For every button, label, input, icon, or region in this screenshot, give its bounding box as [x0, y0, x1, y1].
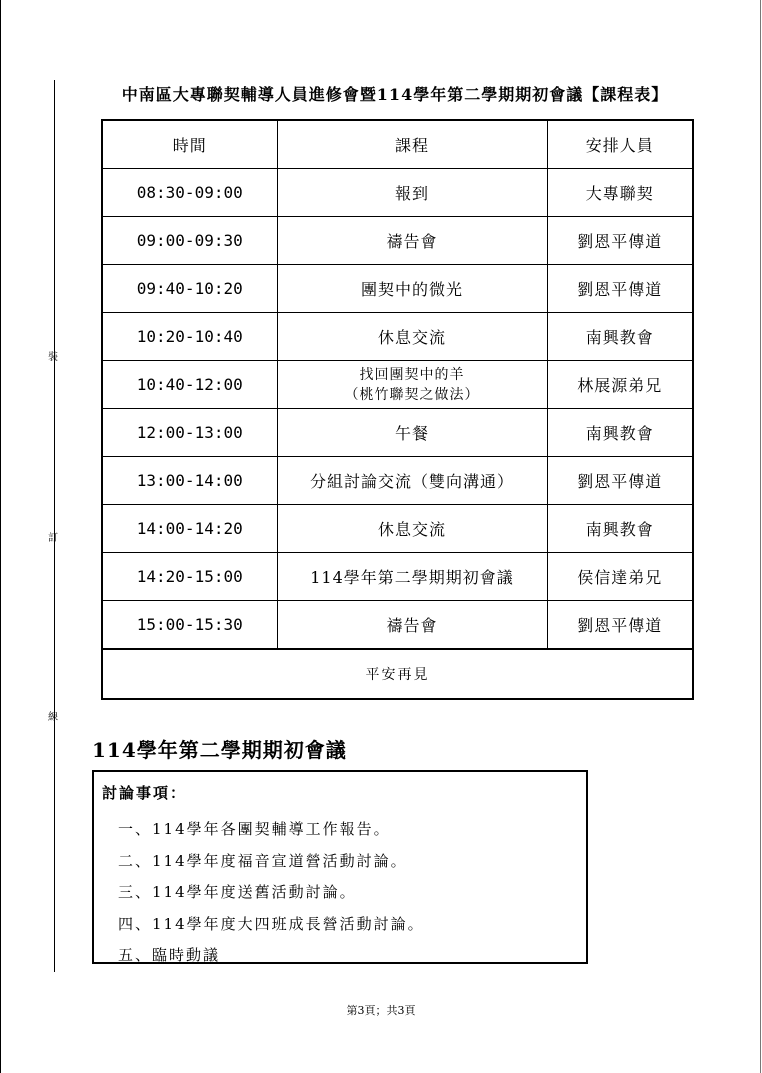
table-row: [102, 553, 693, 601]
cell-time: 09:40-10:20: [102, 265, 277, 313]
agenda-item: 三、114學年度送舊活動討論。: [118, 883, 357, 901]
table-row: [102, 457, 693, 505]
cell-time: 08:30-09:00: [102, 169, 277, 217]
cell-time: 14:20-15:00: [102, 553, 277, 601]
cell-course: 114學年第二學期期初會議: [277, 553, 547, 601]
cell-person: 侯信達弟兄: [547, 553, 693, 601]
cell-time: 14:00-14:20: [102, 505, 277, 553]
agenda-label: 討論事項：: [102, 784, 188, 802]
cell-course: [277, 361, 547, 409]
cell-course: 禱告會: [277, 601, 547, 650]
document-title: 中南區大專聯契輔導人員進修會暨114學年第二學期期初會議【課程表】: [121, 85, 669, 104]
page-footer: 第3頁；共3頁: [346, 1004, 416, 1017]
header-person: 安排人員: [547, 120, 693, 169]
table-header-row: [102, 120, 693, 169]
header-time: 時間: [102, 120, 277, 169]
header-course: 課程: [277, 120, 547, 169]
agenda-item: 四、114學年度大四班成長營活動討論。: [118, 914, 425, 933]
agenda-box: [92, 770, 588, 964]
cell-course: 團契中的微光: [277, 265, 547, 313]
binding-mark-ding: 訂: [48, 533, 58, 544]
table-row: [102, 217, 693, 265]
cell-person: 劉恩平傳道: [547, 457, 693, 505]
table-row: [102, 313, 693, 361]
cell-course-line2: （桃竹聯契之做法）: [344, 386, 480, 403]
meeting-section-title: 114學年第二學期期初會議: [92, 738, 347, 762]
cell-course: 午餐: [277, 409, 547, 457]
cell-person: 南興教會: [547, 409, 693, 457]
agenda-item: 五、臨時動議: [118, 946, 221, 964]
cell-person: 南興教會: [547, 313, 693, 361]
table-row: [102, 409, 693, 457]
cell-course: 分組討論交流（雙向溝通）: [277, 457, 547, 505]
cell-person: 大專聯契: [547, 169, 693, 217]
table-row: [102, 265, 693, 313]
table-row: [102, 505, 693, 553]
page-edge-right: [760, 0, 761, 1073]
cell-course: 禱告會: [277, 217, 547, 265]
cell-person: 劉恩平傳道: [547, 265, 693, 313]
cell-time: 10:40-12:00: [102, 361, 277, 409]
cell-person: 劉恩平傳道: [547, 601, 693, 650]
table-row: [102, 601, 693, 650]
binding-mark-zhuang: 裝: [48, 352, 58, 363]
cell-course: 報到: [277, 169, 547, 217]
cell-person: 林展源弟兄: [547, 361, 693, 409]
cell-course-line1: 找回團契中的羊: [359, 366, 465, 383]
cell-course: 休息交流: [277, 505, 547, 553]
table-row: [102, 361, 693, 409]
cell-time: 09:00-09:30: [102, 217, 277, 265]
cell-course: 休息交流: [277, 313, 547, 361]
cell-person: 南興教會: [547, 505, 693, 553]
cell-time: 13:00-14:00: [102, 457, 277, 505]
agenda-item: 一、114學年各團契輔導工作報告。: [118, 820, 391, 838]
table-footer-cell: 平安再見: [102, 649, 693, 699]
cell-time: 12:00-13:00: [102, 409, 277, 457]
table-footer-row: [102, 649, 693, 699]
agenda-item: 二、114學年度福音宣道營活動討論。: [118, 851, 408, 870]
schedule-table: [101, 119, 694, 700]
binding-line: [54, 80, 55, 972]
page-edge-left: [0, 0, 1, 1073]
table-row: [102, 169, 693, 217]
cell-time: 15:00-15:30: [102, 601, 277, 650]
agenda-list: [118, 814, 425, 972]
cell-person: 劉恩平傳道: [547, 217, 693, 265]
cell-time: 10:20-10:40: [102, 313, 277, 361]
binding-mark-xian: 線: [48, 712, 58, 723]
